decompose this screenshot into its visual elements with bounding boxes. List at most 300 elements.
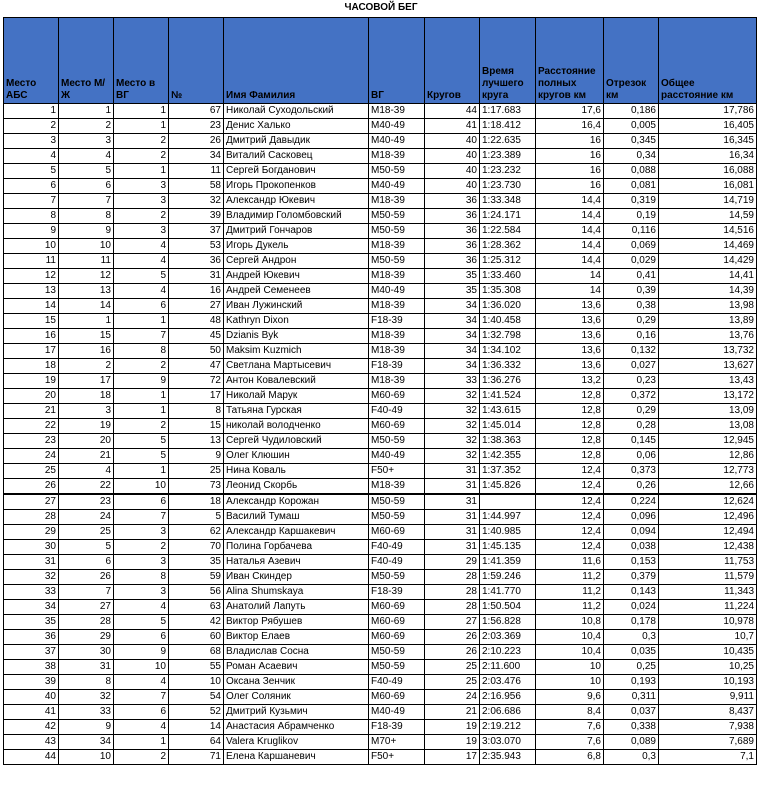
cell-place-age-group: 5: [114, 269, 169, 284]
cell-full-laps-distance: 13,6: [536, 329, 604, 344]
cell-total-distance: 16,081: [659, 179, 757, 194]
cell-place-age-group: 2: [114, 419, 169, 434]
cell-bib-number: 54: [169, 690, 224, 705]
cell-age-group: M18-39: [369, 479, 425, 495]
cell-name: Татьяна Гурская: [224, 404, 369, 419]
header-full-laps-distance: Расстояние полных кругов км: [536, 18, 604, 104]
cell-place-gender: 26: [59, 570, 114, 585]
cell-age-group: M18-39: [369, 269, 425, 284]
cell-segment: 0,28: [604, 419, 659, 434]
cell-place-age-group: 5: [114, 449, 169, 464]
cell-best-lap: 1:45.826: [480, 479, 536, 495]
cell-place-abs: 16: [4, 329, 59, 344]
cell-total-distance: 9,911: [659, 690, 757, 705]
cell-segment: 0,372: [604, 389, 659, 404]
cell-segment: 0,379: [604, 570, 659, 585]
table-row: [4, 374, 757, 389]
cell-age-group: M50-59: [369, 164, 425, 179]
cell-age-group: F18-39: [369, 585, 425, 600]
table-row: [4, 314, 757, 329]
cell-laps: 36: [425, 254, 480, 269]
cell-total-distance: 13,43: [659, 374, 757, 389]
cell-bib-number: 25: [169, 464, 224, 479]
cell-place-gender: 8: [59, 675, 114, 690]
cell-place-age-group: 4: [114, 720, 169, 735]
cell-place-abs: 19: [4, 374, 59, 389]
cell-place-age-group: 7: [114, 329, 169, 344]
cell-place-gender: 32: [59, 690, 114, 705]
cell-bib-number: 26: [169, 134, 224, 149]
cell-place-abs: 11: [4, 254, 59, 269]
cell-total-distance: 13,98: [659, 299, 757, 314]
cell-age-group: M60-69: [369, 615, 425, 630]
table-row: [4, 119, 757, 134]
cell-laps: 34: [425, 359, 480, 374]
table-header: [4, 18, 757, 104]
cell-place-age-group: 2: [114, 149, 169, 164]
cell-segment: 0,088: [604, 164, 659, 179]
table-row: [4, 269, 757, 284]
cell-segment: 0,23: [604, 374, 659, 389]
cell-laps: 29: [425, 555, 480, 570]
cell-bib-number: 18: [169, 494, 224, 510]
cell-age-group: M70+: [369, 735, 425, 750]
cell-place-age-group: 1: [114, 119, 169, 134]
cell-name: Виктор Рябушев: [224, 615, 369, 630]
cell-age-group: M50-59: [369, 494, 425, 510]
cell-name: Сергей Чудиловский: [224, 434, 369, 449]
cell-bib-number: 14: [169, 720, 224, 735]
cell-laps: 27: [425, 615, 480, 630]
cell-name: Владимир Голомбовский: [224, 209, 369, 224]
cell-bib-number: 52: [169, 705, 224, 720]
cell-best-lap: 1:44.997: [480, 510, 536, 525]
cell-place-abs: 10: [4, 239, 59, 254]
cell-place-abs: 44: [4, 750, 59, 765]
cell-place-abs: 23: [4, 434, 59, 449]
cell-age-group: M60-69: [369, 690, 425, 705]
cell-name: Андрей Юкевич: [224, 269, 369, 284]
cell-full-laps-distance: 14,4: [536, 209, 604, 224]
cell-place-age-group: 5: [114, 434, 169, 449]
cell-bib-number: 32: [169, 194, 224, 209]
cell-segment: 0,29: [604, 314, 659, 329]
cell-place-age-group: 3: [114, 555, 169, 570]
cell-total-distance: 16,34: [659, 149, 757, 164]
cell-total-distance: 17,786: [659, 104, 757, 119]
cell-place-gender: 31: [59, 660, 114, 675]
cell-place-gender: 13: [59, 284, 114, 299]
cell-place-abs: 4: [4, 149, 59, 164]
cell-best-lap: 1:32.798: [480, 329, 536, 344]
cell-best-lap: 1:40.458: [480, 314, 536, 329]
table-row: [4, 104, 757, 119]
cell-age-group: M40-49: [369, 449, 425, 464]
cell-full-laps-distance: 11,2: [536, 600, 604, 615]
cell-bib-number: 27: [169, 299, 224, 314]
table-row: [4, 675, 757, 690]
cell-laps: 36: [425, 224, 480, 239]
cell-place-age-group: 7: [114, 510, 169, 525]
cell-laps: 19: [425, 720, 480, 735]
cell-place-abs: 12: [4, 269, 59, 284]
cell-laps: 36: [425, 239, 480, 254]
table-row: [4, 615, 757, 630]
cell-full-laps-distance: 6,8: [536, 750, 604, 765]
cell-place-gender: 18: [59, 389, 114, 404]
cell-place-abs: 30: [4, 540, 59, 555]
cell-place-age-group: 1: [114, 735, 169, 750]
cell-bib-number: 10: [169, 675, 224, 690]
cell-full-laps-distance: 13,6: [536, 344, 604, 359]
cell-laps: 35: [425, 284, 480, 299]
cell-name: Dzianis Byk: [224, 329, 369, 344]
cell-place-abs: 7: [4, 194, 59, 209]
cell-name: Дмитрий Кузьмич: [224, 705, 369, 720]
cell-bib-number: 64: [169, 735, 224, 750]
cell-full-laps-distance: 13,6: [536, 314, 604, 329]
cell-name: Наталья Азевич: [224, 555, 369, 570]
cell-total-distance: 13,08: [659, 419, 757, 434]
cell-segment: 0,069: [604, 239, 659, 254]
cell-segment: 0,38: [604, 299, 659, 314]
cell-name: Роман Асаевич: [224, 660, 369, 675]
cell-segment: 0,26: [604, 479, 659, 495]
cell-bib-number: 35: [169, 555, 224, 570]
cell-age-group: M18-39: [369, 329, 425, 344]
cell-place-abs: 28: [4, 510, 59, 525]
cell-best-lap: 2:03.476: [480, 675, 536, 690]
cell-total-distance: 13,89: [659, 314, 757, 329]
cell-name: Антон Ковалевский: [224, 374, 369, 389]
cell-age-group: F50+: [369, 464, 425, 479]
table-row: [4, 479, 757, 495]
cell-total-distance: 11,343: [659, 585, 757, 600]
cell-best-lap: 1:41.770: [480, 585, 536, 600]
cell-place-age-group: 4: [114, 600, 169, 615]
header-place-gender: Место М/Ж: [59, 18, 114, 104]
cell-best-lap: 1:22.635: [480, 134, 536, 149]
cell-full-laps-distance: 14,4: [536, 239, 604, 254]
cell-full-laps-distance: 12,4: [536, 464, 604, 479]
cell-age-group: M50-59: [369, 224, 425, 239]
header-place-age-group: Место в ВГ: [114, 18, 169, 104]
cell-laps: 33: [425, 374, 480, 389]
cell-total-distance: 13,627: [659, 359, 757, 374]
cell-age-group: F18-39: [369, 720, 425, 735]
cell-segment: 0,224: [604, 494, 659, 510]
header-age-group: ВГ: [369, 18, 425, 104]
cell-segment: 0,037: [604, 705, 659, 720]
cell-best-lap: 1:34.102: [480, 344, 536, 359]
cell-place-gender: 7: [59, 194, 114, 209]
cell-place-abs: 20: [4, 389, 59, 404]
cell-name: Леонид Скорбь: [224, 479, 369, 495]
cell-place-gender: 4: [59, 464, 114, 479]
cell-best-lap: 2:06.686: [480, 705, 536, 720]
cell-place-age-group: 1: [114, 464, 169, 479]
cell-place-age-group: 9: [114, 645, 169, 660]
cell-place-abs: 17: [4, 344, 59, 359]
cell-laps: 26: [425, 645, 480, 660]
cell-segment: 0,005: [604, 119, 659, 134]
cell-age-group: M18-39: [369, 149, 425, 164]
cell-total-distance: 11,753: [659, 555, 757, 570]
cell-best-lap: 1:36.276: [480, 374, 536, 389]
cell-segment: 0,186: [604, 104, 659, 119]
cell-full-laps-distance: 10,4: [536, 645, 604, 660]
cell-place-gender: 27: [59, 600, 114, 615]
cell-place-abs: 13: [4, 284, 59, 299]
cell-full-laps-distance: 12,4: [536, 540, 604, 555]
cell-best-lap: 1:22.584: [480, 224, 536, 239]
cell-place-abs: 6: [4, 179, 59, 194]
cell-name: Игорь Прокопенков: [224, 179, 369, 194]
cell-name: Елена Каршаневич: [224, 750, 369, 765]
cell-best-lap: 1:23.232: [480, 164, 536, 179]
cell-total-distance: 13,09: [659, 404, 757, 419]
cell-place-age-group: 1: [114, 314, 169, 329]
cell-place-abs: 18: [4, 359, 59, 374]
cell-bib-number: 15: [169, 419, 224, 434]
cell-best-lap: 1:35.308: [480, 284, 536, 299]
cell-total-distance: 12,494: [659, 525, 757, 540]
cell-place-age-group: 3: [114, 224, 169, 239]
cell-place-gender: 5: [59, 540, 114, 555]
cell-laps: 31: [425, 525, 480, 540]
cell-segment: 0,081: [604, 179, 659, 194]
table-row: [4, 540, 757, 555]
cell-place-gender: 14: [59, 299, 114, 314]
cell-place-age-group: 2: [114, 209, 169, 224]
cell-total-distance: 12,624: [659, 494, 757, 510]
cell-age-group: M18-39: [369, 299, 425, 314]
cell-age-group: M60-69: [369, 389, 425, 404]
cell-place-age-group: 6: [114, 705, 169, 720]
cell-name: Valera Kruglikov: [224, 735, 369, 750]
cell-laps: 26: [425, 630, 480, 645]
cell-laps: 36: [425, 209, 480, 224]
cell-laps: 28: [425, 585, 480, 600]
cell-full-laps-distance: 14: [536, 284, 604, 299]
cell-place-gender: 28: [59, 615, 114, 630]
cell-place-age-group: 3: [114, 179, 169, 194]
cell-total-distance: 14,469: [659, 239, 757, 254]
cell-place-gender: 25: [59, 525, 114, 540]
cell-place-abs: 3: [4, 134, 59, 149]
cell-name: Оксана Зенчик: [224, 675, 369, 690]
table-row: [4, 389, 757, 404]
cell-segment: 0,19: [604, 209, 659, 224]
cell-name: Олег Клюшин: [224, 449, 369, 464]
cell-bib-number: 9: [169, 449, 224, 464]
cell-total-distance: 13,76: [659, 329, 757, 344]
cell-bib-number: 23: [169, 119, 224, 134]
cell-full-laps-distance: 12,4: [536, 510, 604, 525]
cell-segment: 0,338: [604, 720, 659, 735]
cell-total-distance: 14,41: [659, 269, 757, 284]
cell-laps: 32: [425, 389, 480, 404]
cell-name: Александр Каршакевич: [224, 525, 369, 540]
table-body: [4, 104, 757, 765]
cell-age-group: M50-59: [369, 645, 425, 660]
cell-bib-number: 47: [169, 359, 224, 374]
cell-name: Александр Корожан: [224, 494, 369, 510]
cell-laps: 34: [425, 329, 480, 344]
cell-full-laps-distance: 12,4: [536, 525, 604, 540]
cell-place-abs: 1: [4, 104, 59, 119]
cell-segment: 0,116: [604, 224, 659, 239]
cell-best-lap: 1:45.135: [480, 540, 536, 555]
table-row: [4, 720, 757, 735]
cell-segment: 0,16: [604, 329, 659, 344]
cell-laps: 31: [425, 479, 480, 495]
cell-bib-number: 8: [169, 404, 224, 419]
cell-bib-number: 37: [169, 224, 224, 239]
table-row: [4, 254, 757, 269]
cell-name: Владислав Сосна: [224, 645, 369, 660]
cell-bib-number: 48: [169, 314, 224, 329]
cell-segment: 0,145: [604, 434, 659, 449]
cell-place-age-group: 10: [114, 660, 169, 675]
cell-best-lap: 2:16.956: [480, 690, 536, 705]
cell-best-lap: 1:40.985: [480, 525, 536, 540]
cell-total-distance: 16,345: [659, 134, 757, 149]
cell-full-laps-distance: 17,6: [536, 104, 604, 119]
table-row: [4, 735, 757, 750]
table-row: [4, 555, 757, 570]
cell-place-gender: 29: [59, 630, 114, 645]
table-row: [4, 239, 757, 254]
cell-age-group: M50-59: [369, 254, 425, 269]
cell-bib-number: 11: [169, 164, 224, 179]
cell-best-lap: 1:45.014: [480, 419, 536, 434]
table-row: [4, 179, 757, 194]
cell-place-age-group: 10: [114, 479, 169, 495]
cell-full-laps-distance: 10: [536, 675, 604, 690]
cell-full-laps-distance: 10,8: [536, 615, 604, 630]
cell-name: Дмитрий Гончаров: [224, 224, 369, 239]
cell-place-gender: 1: [59, 104, 114, 119]
header-place-abs: Место АБС: [4, 18, 59, 104]
cell-place-abs: 41: [4, 705, 59, 720]
cell-best-lap: 1:33.460: [480, 269, 536, 284]
cell-full-laps-distance: 12,8: [536, 434, 604, 449]
cell-full-laps-distance: 12,4: [536, 494, 604, 510]
table-row: [4, 344, 757, 359]
cell-bib-number: 55: [169, 660, 224, 675]
cell-best-lap: 1:28.362: [480, 239, 536, 254]
table-row: [4, 660, 757, 675]
cell-total-distance: 14,39: [659, 284, 757, 299]
table-row: [4, 464, 757, 479]
cell-segment: 0,3: [604, 750, 659, 765]
cell-full-laps-distance: 12,4: [536, 479, 604, 495]
cell-laps: 24: [425, 690, 480, 705]
cell-full-laps-distance: 12,8: [536, 419, 604, 434]
cell-place-age-group: 4: [114, 675, 169, 690]
cell-total-distance: 12,438: [659, 540, 757, 555]
cell-age-group: M60-69: [369, 525, 425, 540]
cell-segment: 0,25: [604, 660, 659, 675]
header-best-lap: Время лучшего круга: [480, 18, 536, 104]
cell-bib-number: 62: [169, 525, 224, 540]
cell-laps: 40: [425, 149, 480, 164]
cell-full-laps-distance: 16: [536, 134, 604, 149]
table-row: [4, 419, 757, 434]
cell-bib-number: 36: [169, 254, 224, 269]
table-row: [4, 630, 757, 645]
cell-full-laps-distance: 10: [536, 660, 604, 675]
table-row: [4, 585, 757, 600]
header-bib-number: №: [169, 18, 224, 104]
cell-segment: 0,027: [604, 359, 659, 374]
header-row: [4, 18, 757, 104]
cell-age-group: F40-49: [369, 540, 425, 555]
cell-name: Полина Горбачева: [224, 540, 369, 555]
cell-name: Анастасия Абрамченко: [224, 720, 369, 735]
cell-full-laps-distance: 16: [536, 164, 604, 179]
cell-bib-number: 13: [169, 434, 224, 449]
cell-best-lap: 1:36.020: [480, 299, 536, 314]
cell-laps: 36: [425, 194, 480, 209]
table-row: [4, 284, 757, 299]
cell-place-gender: 3: [59, 404, 114, 419]
cell-place-abs: 40: [4, 690, 59, 705]
table-row: [4, 299, 757, 314]
table-row: [4, 525, 757, 540]
cell-total-distance: 10,7: [659, 630, 757, 645]
cell-bib-number: 5: [169, 510, 224, 525]
table-row: [4, 209, 757, 224]
cell-laps: 34: [425, 344, 480, 359]
page-title: ЧАСОВОЙ БЕГ: [344, 2, 418, 13]
cell-name: Денис Халько: [224, 119, 369, 134]
cell-segment: 0,035: [604, 645, 659, 660]
cell-place-age-group: 6: [114, 299, 169, 314]
cell-place-age-group: 8: [114, 344, 169, 359]
table-row: [4, 750, 757, 765]
cell-laps: 28: [425, 570, 480, 585]
cell-place-abs: 8: [4, 209, 59, 224]
cell-segment: 0,345: [604, 134, 659, 149]
cell-bib-number: 42: [169, 615, 224, 630]
cell-place-gender: 33: [59, 705, 114, 720]
cell-full-laps-distance: 7,6: [536, 720, 604, 735]
cell-place-abs: 42: [4, 720, 59, 735]
cell-place-abs: 21: [4, 404, 59, 419]
cell-laps: 25: [425, 675, 480, 690]
cell-name: Анатолий Лапуть: [224, 600, 369, 615]
cell-place-age-group: 2: [114, 750, 169, 765]
cell-best-lap: 2:11.600: [480, 660, 536, 675]
cell-place-gender: 8: [59, 209, 114, 224]
cell-laps: 31: [425, 540, 480, 555]
cell-bib-number: 53: [169, 239, 224, 254]
cell-name: Олег Соляник: [224, 690, 369, 705]
cell-segment: 0,038: [604, 540, 659, 555]
cell-laps: 40: [425, 134, 480, 149]
cell-best-lap: 1:23.389: [480, 149, 536, 164]
cell-best-lap: 2:19.212: [480, 720, 536, 735]
cell-best-lap: 1:38.363: [480, 434, 536, 449]
cell-age-group: M50-59: [369, 510, 425, 525]
cell-place-gender: 6: [59, 555, 114, 570]
table-row: [4, 359, 757, 374]
cell-place-abs: 32: [4, 570, 59, 585]
cell-segment: 0,311: [604, 690, 659, 705]
cell-total-distance: 7,689: [659, 735, 757, 750]
